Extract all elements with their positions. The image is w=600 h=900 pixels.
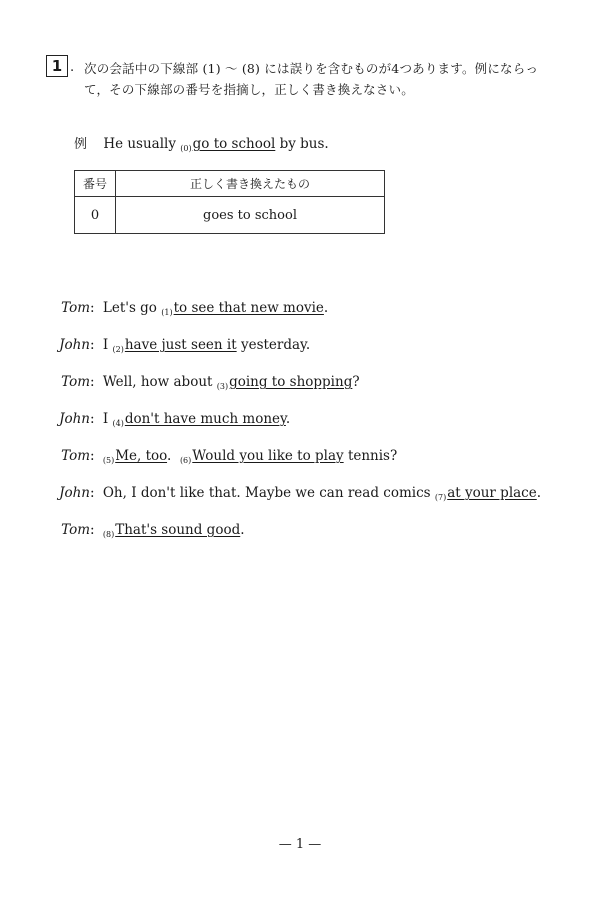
sub-number: (7) (434, 493, 447, 502)
dialogue-line-7 (0, 522, 245, 539)
sub-number: (5) (102, 456, 115, 465)
line-post-text: ? (352, 374, 360, 390)
sub-number: (1) (161, 308, 173, 317)
table-header-row (75, 171, 385, 197)
speaker: Tom (61, 448, 90, 464)
dialogue-line-5 (0, 448, 397, 465)
dialogue-line-2 (0, 337, 310, 354)
line-post-text: yesterday. (240, 337, 311, 353)
speaker: Tom (61, 374, 90, 390)
underlined-phrase: to see that new movie (173, 300, 324, 316)
example-answer-table (74, 170, 385, 234)
line-pre-text: Well, how about (102, 374, 213, 390)
dialogue-line-6 (0, 485, 541, 502)
question-number-dot: . (70, 60, 75, 75)
speaker: Tom (61, 300, 90, 316)
speaker-colon: : (90, 300, 95, 316)
underlined-phrase: don't have much money (124, 411, 286, 427)
line-mid-text: . (167, 448, 172, 464)
speaker-colon: : (90, 337, 95, 353)
cell-number: 0 (75, 197, 116, 234)
question-number: 1 (46, 55, 68, 77)
underlined-phrase: at your place (447, 485, 537, 501)
dialogue-line-3 (0, 374, 360, 391)
speaker-colon: : (90, 522, 95, 538)
line-post-text: tennis? (347, 448, 398, 464)
line-post-text: . (323, 300, 329, 316)
example-underlined: go to school (192, 136, 276, 152)
line-pre-text: Let's go (102, 300, 157, 316)
instruction-line-1: 次の会話中の下線部 (1) ～ (8) には誤りを含むものが4つあります。例にならっ (84, 61, 539, 76)
line-pre-text: I (102, 337, 109, 353)
example-sentence (74, 133, 329, 153)
dialogue-line-1 (0, 300, 328, 317)
sub-number: (6) (179, 456, 192, 465)
underlined-phrase: That's sound good (115, 522, 241, 538)
table-row (75, 197, 385, 234)
line-post-text: . (240, 522, 245, 538)
underlined-phrase: Would you like to play (192, 448, 344, 464)
dialogue-line-4 (0, 411, 290, 428)
line-post-text: . (285, 411, 291, 427)
speaker-colon: : (90, 374, 95, 390)
speaker: John (59, 337, 90, 353)
header-correction: 正しく書き換えたもの (116, 171, 385, 197)
underlined-phrase: going to shopping (229, 374, 353, 390)
sub-number: (8) (102, 530, 115, 539)
example-sub-number: (0) (180, 144, 192, 153)
line-pre-text: Oh, I don't like that. Maybe we can read comics (102, 485, 431, 501)
speaker-colon: : (90, 448, 95, 464)
line-post-text: . (536, 485, 542, 501)
instruction-line-2: て，その下線部の番号を指摘し，正しく書き換えなさい。 (84, 82, 414, 97)
speaker-colon: : (90, 411, 95, 427)
cell-correction: goes to school (116, 197, 385, 234)
sub-number: (3) (216, 382, 229, 391)
underlined-phrase: Me, too (115, 448, 168, 464)
sub-number: (4) (112, 419, 124, 428)
example-post-text: by bus. (279, 136, 329, 152)
speaker-colon: : (90, 485, 95, 501)
speaker: John (59, 411, 90, 427)
line-pre-text: I (102, 411, 109, 427)
underlined-phrase: have just seen it (124, 337, 237, 353)
speaker: Tom (61, 522, 90, 538)
sub-number: (2) (112, 345, 124, 354)
example-pre-text: He usually (103, 136, 176, 152)
instructions (84, 58, 584, 100)
example-label: 例 (74, 137, 88, 152)
speaker: John (59, 485, 90, 501)
page-number: — 1 — (278, 837, 322, 852)
header-number: 番号 (75, 171, 116, 197)
